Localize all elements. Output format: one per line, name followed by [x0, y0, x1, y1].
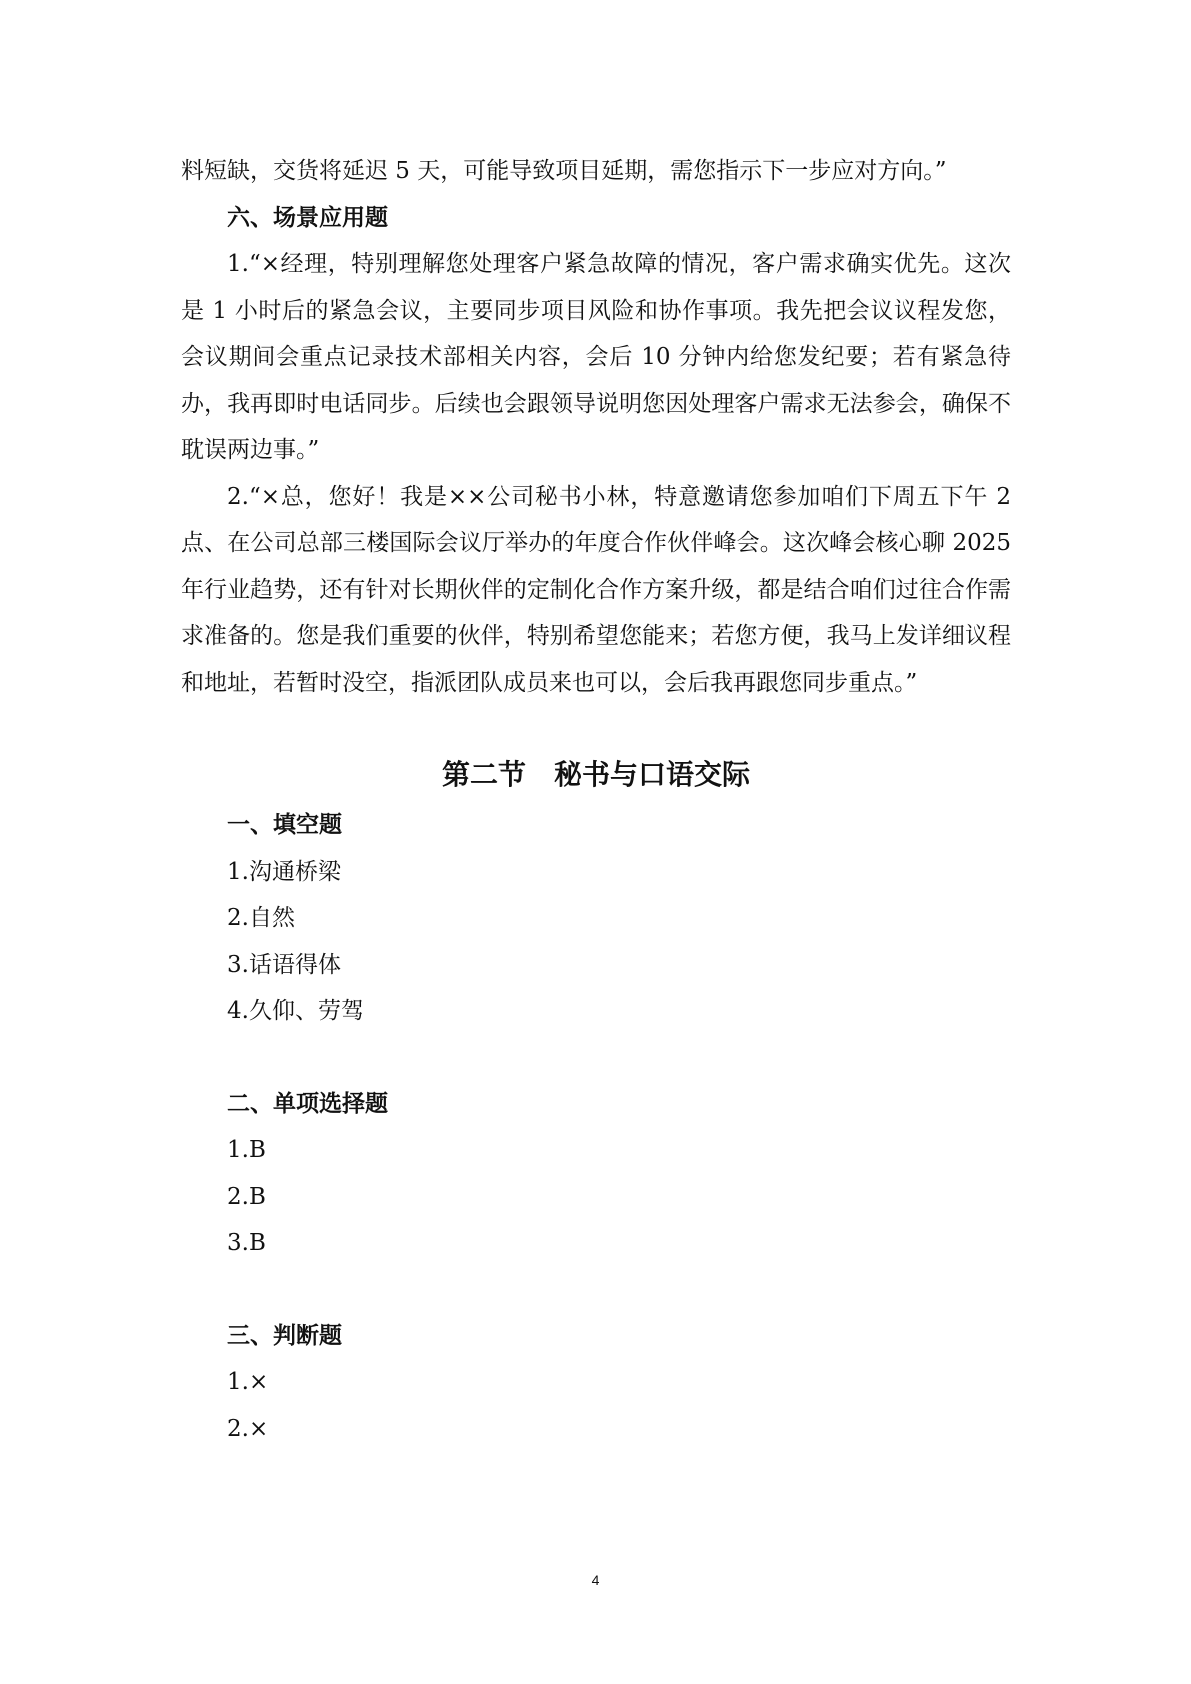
single-choice-answer-3: 3.B — [227, 1230, 266, 1256]
scenario-answer-1: 1.“×经理，特别理解您处理客户紧急故障的情况，客户需求确实优先。这次是 1 小时后的紧急会议，主要同步项目风险和协作事项。我先把会议议程发您，会议期间会重点记录技术部相关内容，会后 10 分钟内给您发纪要；若有紧急待办，我再即时电话同步。后续也会跟领导说明您因处理客户需求无法参会，确保不耽误两边事。” — [181, 251, 1011, 463]
section-title: 第二节 秘书与口语交际 — [441, 758, 750, 791]
heading-true-false: 三、判断题 — [227, 1322, 342, 1349]
single-choice-answer-1: 1.B — [227, 1137, 266, 1163]
spacer — [181, 706, 1011, 752]
continued-paragraph: 料短缺，交货将延迟 5 天，可能导致项目延期，需您指示下一步应对方向。” — [181, 158, 947, 184]
spacer — [181, 1035, 1011, 1081]
true-false-answer-1: 1.× — [227, 1369, 269, 1395]
heading-fill-blank: 一、填空题 — [227, 812, 342, 838]
page-number: 4 — [591, 1572, 600, 1588]
fill-blank-answer-2: 2.自然 — [227, 905, 295, 931]
heading-single-choice: 二、单项选择题 — [227, 1090, 388, 1117]
page-content — [181, 148, 1011, 1452]
fill-blank-answer-4: 4.久仰、劳驾 — [227, 998, 364, 1024]
single-choice-answer-2: 2.B — [227, 1183, 266, 1210]
true-false-answer-2: 2.× — [227, 1415, 269, 1442]
scenario-answer-2: 2.“×总，您好！我是××公司秘书小林，特意邀请您参加咱们下周五下午 2 点、在公司总部三楼国际会议厅举办的年度合作伙伴峰会。这次峰会核心聊 2025 年行业趋势，还有针对长期伙伴的定制化合作方案升级，都是结合咱们过往合作需求准备的。您是我们重要的伙伴，特别希望您能来；若您方便，我马上发详细议程和地址，若暂时没空，指派团队成员来也可以，会后我再跟您同步重点。” — [181, 483, 1011, 696]
fill-blank-answer-3: 3.话语得体 — [227, 951, 341, 978]
spacer — [181, 1267, 1011, 1313]
fill-blank-answer-1: 1.沟通桥梁 — [227, 858, 341, 885]
heading-scenario-questions: 六、场景应用题 — [227, 204, 388, 231]
